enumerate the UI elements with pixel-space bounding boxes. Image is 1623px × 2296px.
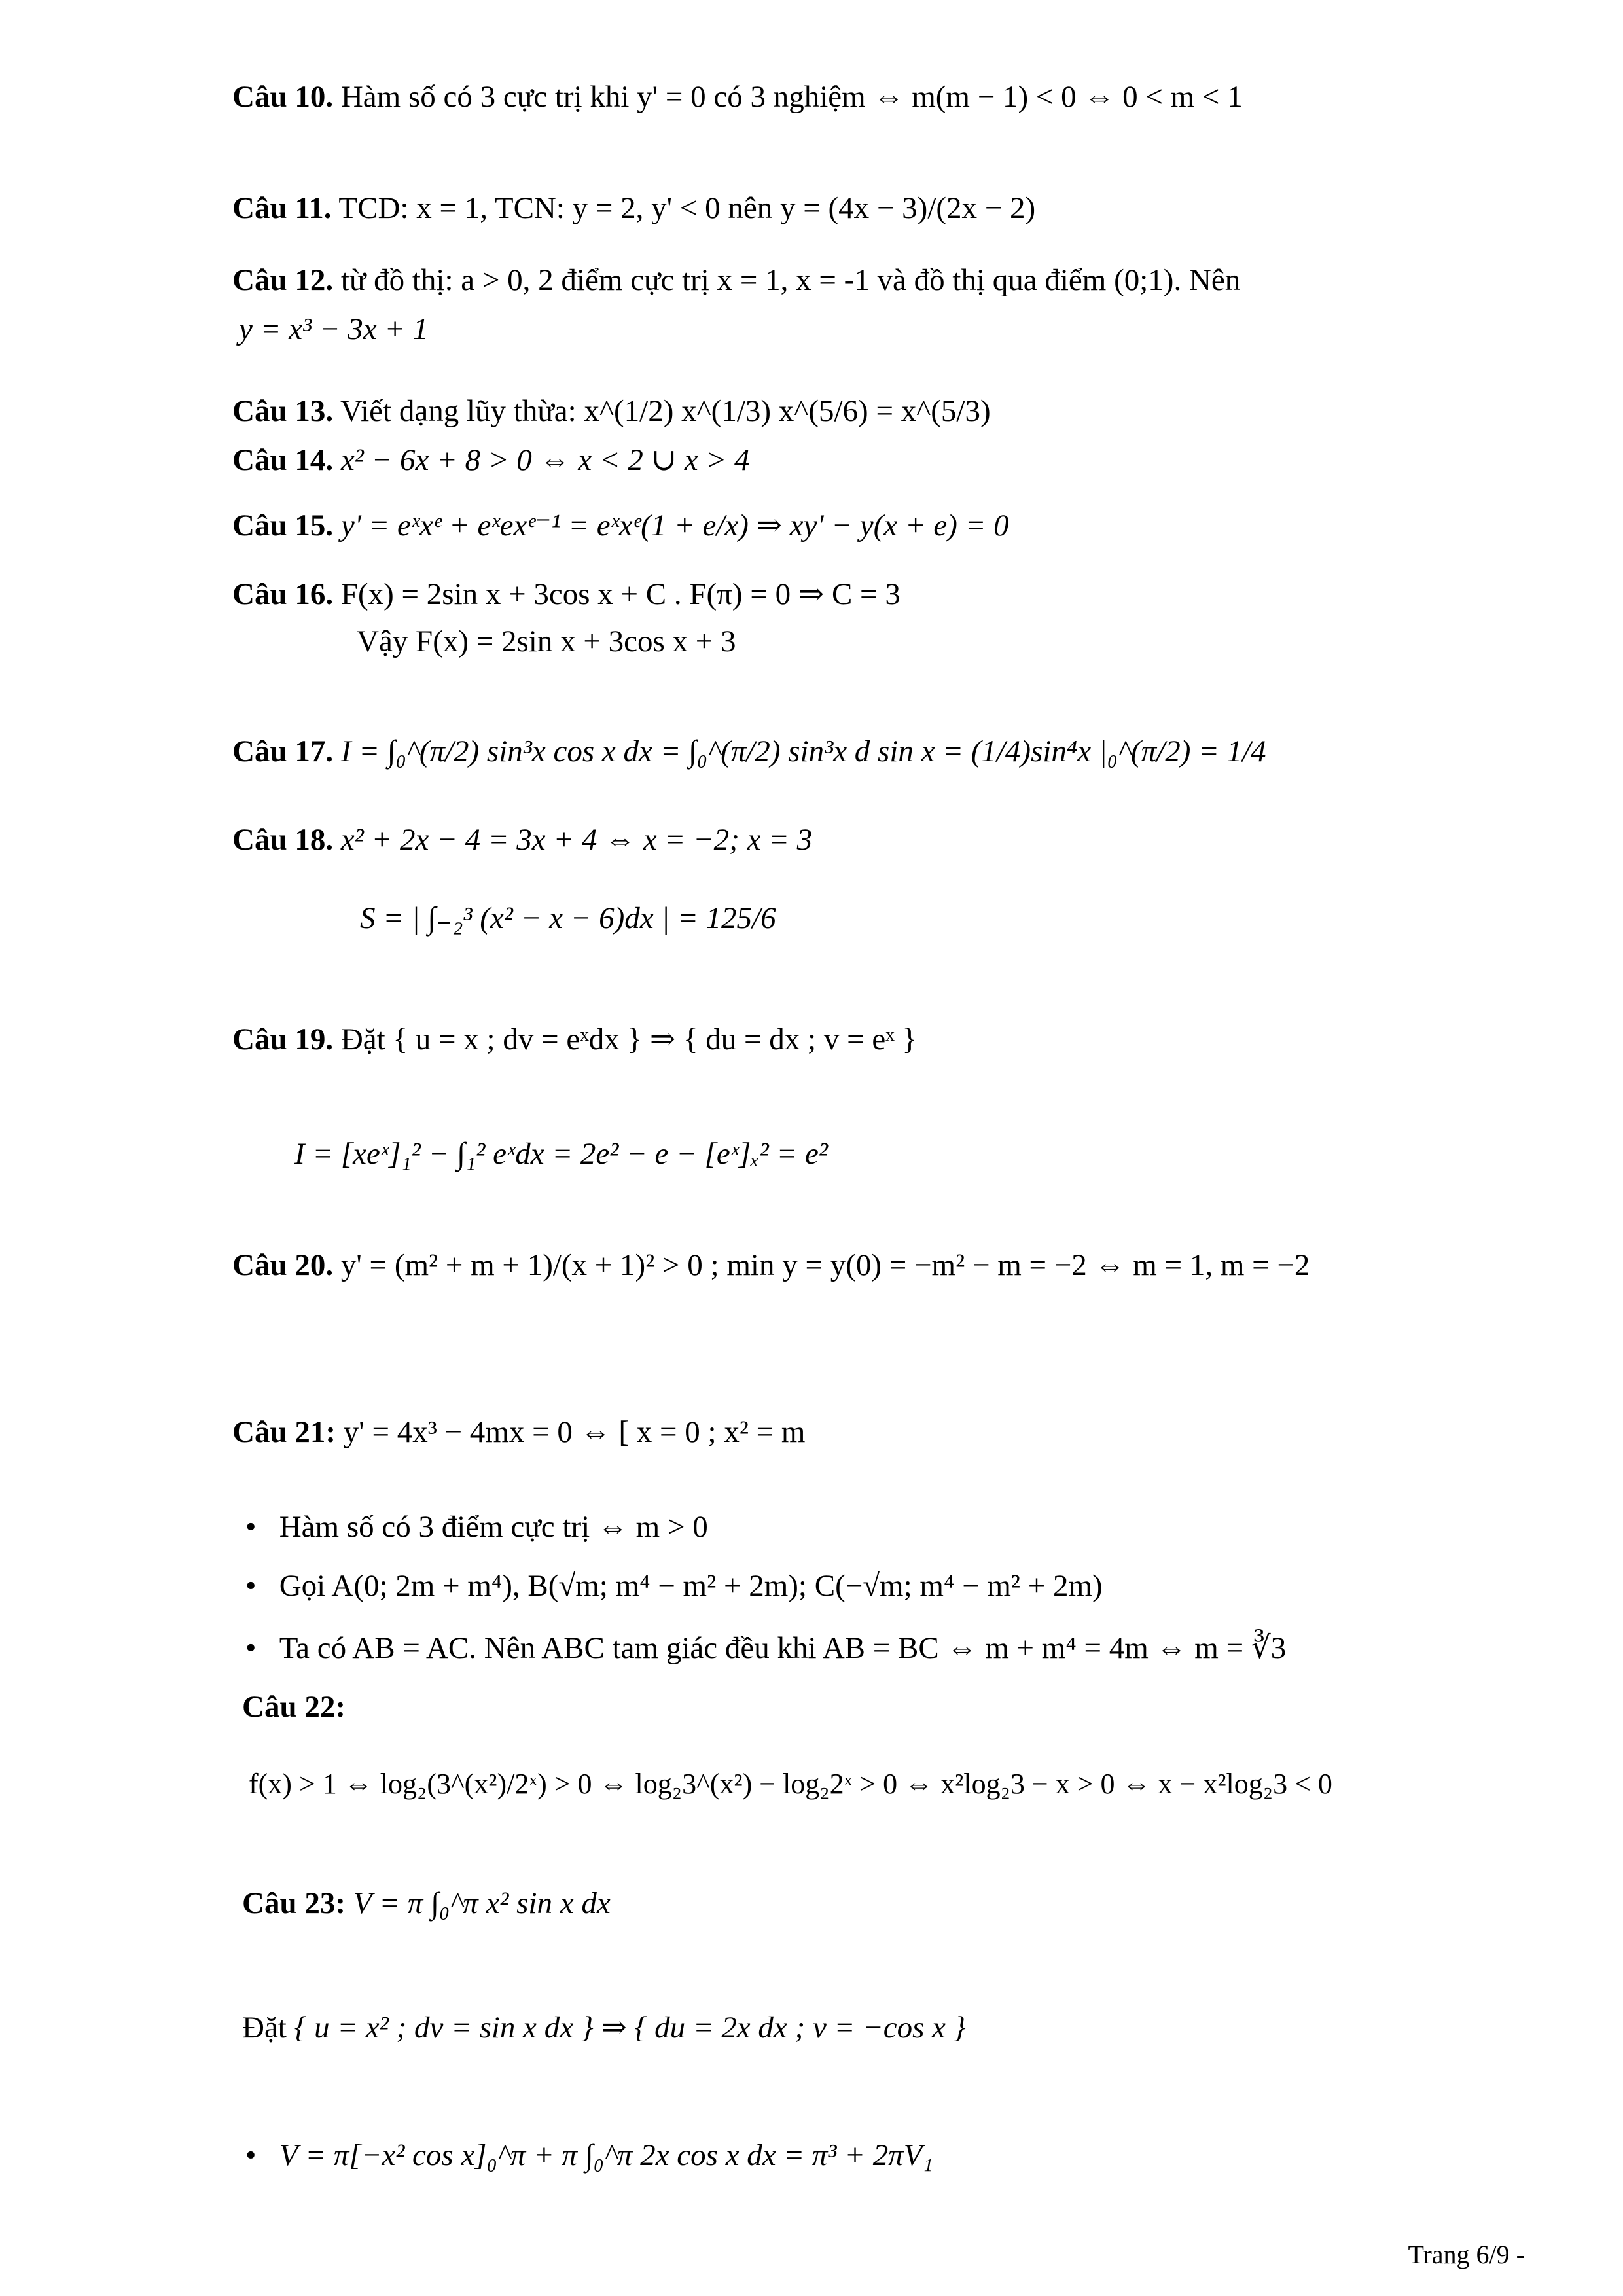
line-text: f(x) > 1 ⇔ log₂(3^(x²)/2ˣ) > 0 ⇔ log₂3^(x²) − log₂2ˣ > 0 ⇔ x²log₂3 − x > 0 ⇔ x − x²log₂3 < 0 — [249, 1768, 1332, 1800]
line-text: Vậy F(x) = 2sin x + 3cos x + 3 — [357, 624, 736, 658]
line-text: Hàm số có 3 điểm cực trị ⇔ m > 0 — [279, 1510, 708, 1544]
line-22 — [242, 2009, 966, 2046]
line-label: Câu 23: — [242, 1886, 346, 1920]
line-19 — [242, 1689, 346, 1725]
line-label: Câu 22: — [242, 1690, 346, 1724]
page-number: Trang 6/9 - — [1408, 2240, 1525, 2269]
line-7 — [232, 576, 901, 613]
line-text: y = x³ − 3x + 1 — [239, 312, 429, 346]
line-6 — [232, 507, 1009, 544]
bullet-icon: • — [245, 2138, 257, 2172]
line-17 — [245, 1568, 1103, 1604]
line-20 — [249, 1767, 1332, 1802]
line-1 — [232, 190, 1035, 226]
line-label: Câu 20. — [232, 1248, 334, 1282]
line-label: Câu 16. — [232, 577, 334, 611]
line-text: Viết dạng lũy thừa: x^(1/2) x^(1/3) x^(5/6) = x^(5/3) — [340, 394, 991, 428]
line-label: Câu 17. — [232, 734, 334, 768]
line-8 — [357, 623, 736, 660]
line-4 — [232, 393, 991, 429]
bullet-icon: • — [245, 1569, 257, 1603]
line-label: Câu 19. — [232, 1022, 334, 1056]
line-label: Câu 21: — [232, 1415, 336, 1449]
line-text: x² − 6x + 8 > 0 ⇔ x < 2 ∪ x > 4 — [340, 443, 750, 477]
line-text: từ đồ thị: a > 0, 2 điểm cực trị x = 1, x = -1 và đồ thị qua điểm (0;1). Nên — [340, 263, 1241, 297]
bullet-icon: • — [245, 1510, 257, 1544]
line-text: Gọi A(0; 2m + m⁴), B(√m; m⁴ − m² + 2m); C(−√m; m⁴ − m² + 2m) — [279, 1569, 1103, 1603]
line-text: y' = eˣxᵉ + eˣexᵉ⁻¹ = eˣxᵉ(1 + e/x) ⇒ xy' − y(x + e) = 0 — [340, 509, 1009, 543]
line-14 — [232, 1247, 1310, 1283]
line-text: V = π[−x² cos x]₀^π + π ∫₀^π 2x cos x dx = π³ + 2πV₁ — [279, 2138, 933, 2172]
line-label: Câu 14. — [232, 443, 334, 477]
line-label: Câu 11. — [232, 191, 332, 225]
line-3 — [239, 311, 428, 348]
line-13 — [294, 1136, 828, 1172]
line-label: Câu 15. — [232, 509, 334, 543]
line-text: Đặt { u = x ; dv = eˣdx } ⇒ { du = dx ; v = eˣ } — [340, 1022, 918, 1056]
line-text: S = | ∫₋₂³ (x² − x − 6)dx | = 125/6 — [360, 901, 776, 935]
line-23 — [245, 2137, 933, 2174]
line-text: x² + 2x − 4 = 3x + 4 ⇔ x = −2; x = 3 — [340, 823, 813, 857]
line-label: Câu 13. — [232, 394, 334, 428]
line-5 — [232, 442, 749, 478]
line-9 — [232, 733, 1266, 770]
line-21 — [242, 1885, 611, 1922]
line-text: I = [xeˣ]₁² − ∫₁² eˣdx = 2e² − e − [eˣ]ₓ² = e² — [294, 1137, 828, 1171]
line-label: Câu 10. — [232, 80, 334, 114]
bullet-icon: • — [245, 1631, 257, 1665]
line-label: Đặt — [242, 2011, 287, 2045]
line-text: F(x) = 2sin x + 3cos x + C . F(π) = 0 ⇒ C = 3 — [340, 577, 901, 611]
line-text: y' = 4x³ − 4mx = 0 ⇔ [ x = 0 ; x² = m — [343, 1415, 806, 1449]
line-text: y' = (m² + m + 1)/(x + 1)² > 0 ; min y = y(0) = −m² − m = −2 ⇔ m = 1, m = −2 — [340, 1248, 1310, 1282]
line-text: TCD: x = 1, TCN: y = 2, y' < 0 nên y = (4x − 3)/(2x − 2) — [338, 191, 1036, 225]
line-label: Câu 12. — [232, 263, 334, 297]
line-11 — [360, 900, 776, 937]
line-18 — [245, 1630, 1286, 1666]
line-text: I = ∫₀^(π/2) sin³x cos x dx = ∫₀^(π/2) sin³x d sin x = (1/4)sin⁴x |₀^(π/2) = 1/4 — [340, 734, 1266, 768]
line-12 — [232, 1021, 917, 1058]
line-0 — [232, 79, 1243, 115]
line-16 — [245, 1509, 708, 1545]
line-text: V = π ∫₀^π x² sin x dx — [353, 1886, 611, 1920]
line-2 — [232, 262, 1240, 298]
line-text: Hàm số có 3 cực trị khi y' = 0 có 3 nghiệm ⇔ m(m − 1) < 0 ⇔ 0 < m < 1 — [340, 80, 1243, 114]
line-text: { u = x² ; dv = sin x dx } ⇒ { du = 2x dx ; v = −cos x } — [294, 2011, 966, 2045]
line-label: Câu 18. — [232, 823, 334, 857]
line-10 — [232, 821, 812, 858]
line-text: Ta có AB = AC. Nên ABC tam giác đều khi AB = BC ⇔ m + m⁴ = 4m ⇔ m = ∛3 — [279, 1631, 1287, 1665]
line-15 — [232, 1414, 806, 1450]
